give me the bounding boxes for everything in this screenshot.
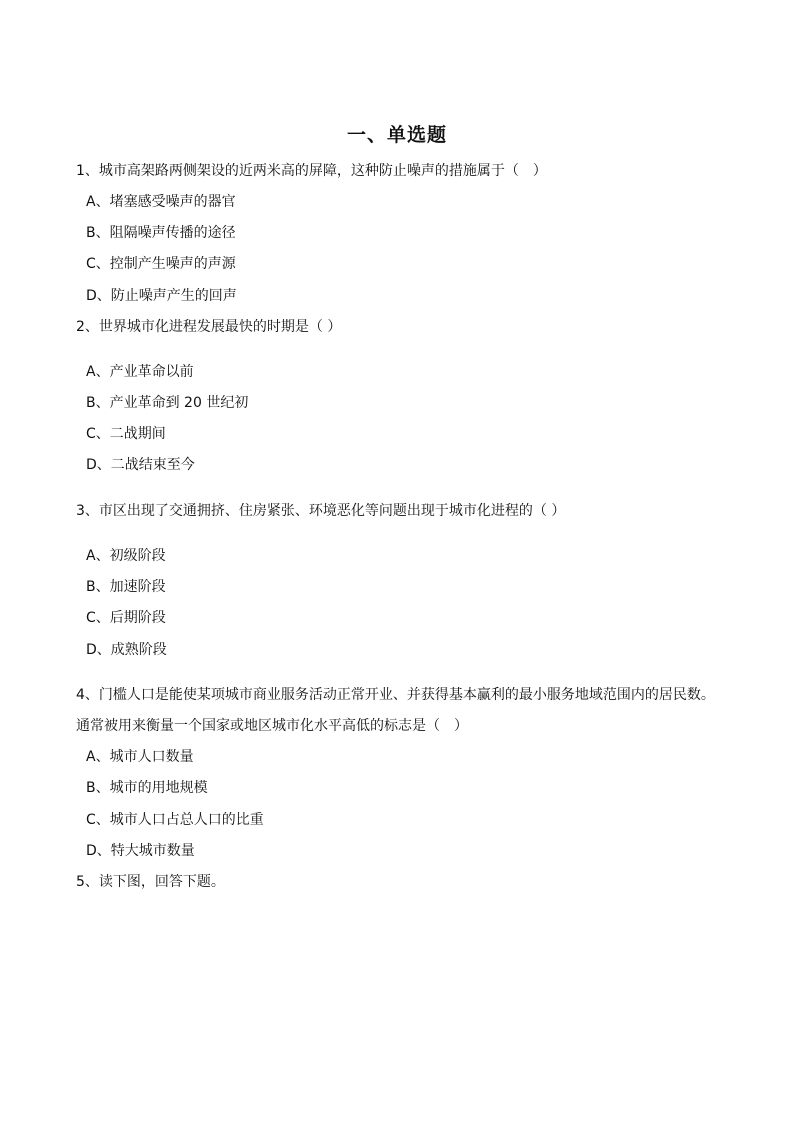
- question-4-option-c: C、城市人口占总人口的比重: [86, 812, 264, 828]
- question-1-option-d: D、防止噪声产生的回声: [86, 288, 237, 304]
- question-2-option-c: C、二战期间: [86, 426, 166, 442]
- question-4-stem-line-2: 通常被用来衡量一个国家或地区城市化水平高低的标志是（ ）: [76, 718, 468, 734]
- question-2-option-b: B、产业革命到 20 世纪初: [86, 395, 249, 411]
- question-4-option-a: A、城市人口数量: [86, 749, 194, 765]
- question-2-option-a: A、产业革命以前: [86, 364, 194, 380]
- question-3-stem: 3、市区出现了交通拥挤、住房紧张、环境恶化等问题出现于城市化进程的（ ）: [76, 503, 566, 519]
- question-1-option-c: C、控制产生噪声的声源: [86, 256, 236, 272]
- question-1-option-a: A、堵塞感受噪声的器官: [86, 194, 236, 210]
- section-title: 一、单选题: [346, 124, 447, 146]
- question-1-stem: 1、城市高架路两侧架设的近两米高的屏障，这种防止噪声的措施属于（ ）: [76, 163, 547, 179]
- question-3-option-d: D、成熟阶段: [86, 642, 167, 658]
- question-4-option-d: D、特大城市数量: [86, 843, 195, 859]
- question-2-stem: 2、世界城市化进程发展最快的时期是（ ）: [76, 319, 342, 335]
- question-5-stem: 5、读下图，回答下题。: [76, 874, 225, 890]
- question-4-option-b: B、城市的用地规模: [86, 780, 208, 796]
- question-4-stem-line-1: 4、门槛人口是能使某项城市商业服务活动正常开业、并获得基本赢利的最小服务地域范围内的居民数。: [76, 687, 715, 703]
- question-1-option-b: B、阻隔噪声传播的途径: [86, 225, 236, 241]
- question-3-option-c: C、后期阶段: [86, 610, 166, 626]
- question-3-option-b: B、加速阶段: [86, 579, 166, 595]
- question-2-option-d: D、二战结束至今: [86, 457, 195, 473]
- question-3-option-a: A、初级阶段: [86, 548, 166, 564]
